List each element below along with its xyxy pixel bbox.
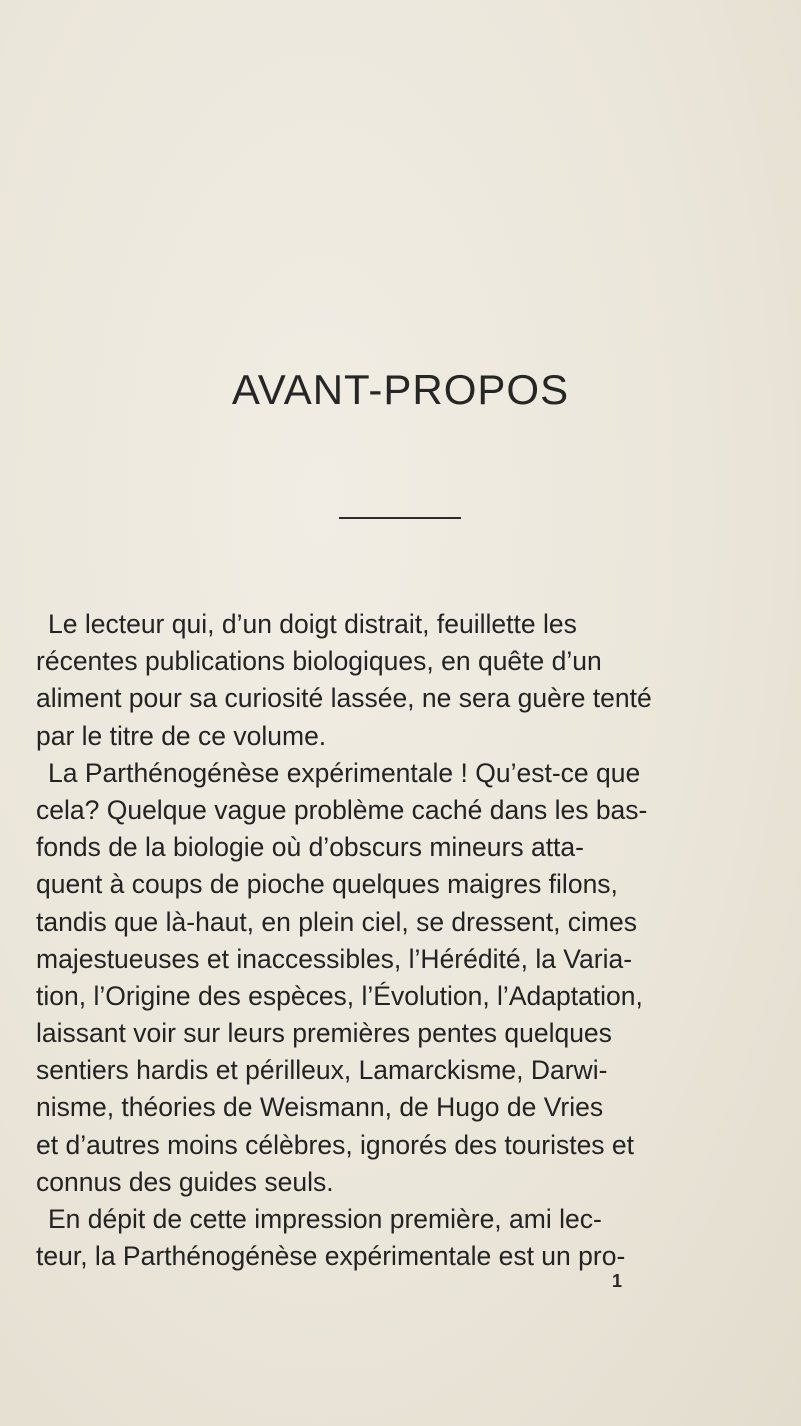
text-line: tandis que là-haut, en plein ciel, se dressent, cimes xyxy=(36,906,637,937)
text-line: Le lecteur qui, d’un doigt distrait, feuillette les xyxy=(48,609,577,639)
text-line: fonds de la biologie où d’obscurs mineurs atta- xyxy=(36,832,584,863)
chapter-heading: AVANT-PROPOS xyxy=(231,366,570,413)
text-line: nisme, théories de Weismann, de Hugo de Vries xyxy=(36,1092,604,1123)
text-line: sentiers hardis et périlleux, Lamarckisme, Darwi- xyxy=(36,1055,608,1086)
text-line: aliment pour sa curiosité lassée, ne sera guère tenté xyxy=(36,683,652,714)
text-line: laissant voir sur leurs premières pentes quelques xyxy=(36,1018,612,1049)
text-line: connus des guides seuls. xyxy=(36,1166,334,1197)
text-line: majestueuses et inaccessibles, l’Hérédité, la Varia- xyxy=(36,943,633,974)
body-text xyxy=(36,606,732,1275)
text-line: teur, la Parthénogénèse expérimentale est un pro- xyxy=(36,1241,626,1272)
text-line: par le titre de ce volume. xyxy=(36,720,327,751)
text-line: La Parthénogénèse expérimentale ! Qu’est-ce que xyxy=(48,757,641,788)
text-line: tion, l’Origine des espèces, l’Évolution, l’Adaptation, xyxy=(36,980,643,1011)
text-line: cela? Quelque vague problème caché dans les bas- xyxy=(36,794,648,825)
text-line: et d’autres moins célèbres, ignorés des touristes et xyxy=(36,1129,635,1160)
text-line: récentes publications biologiques, en quête d’un xyxy=(36,646,602,677)
page-number: 1 xyxy=(612,1271,623,1291)
text-line: quent à coups de pioche quelques maigres filons, xyxy=(36,869,618,900)
heading-divider xyxy=(339,517,461,519)
text-line: En dépit de cette impression première, ami lec- xyxy=(48,1204,602,1234)
